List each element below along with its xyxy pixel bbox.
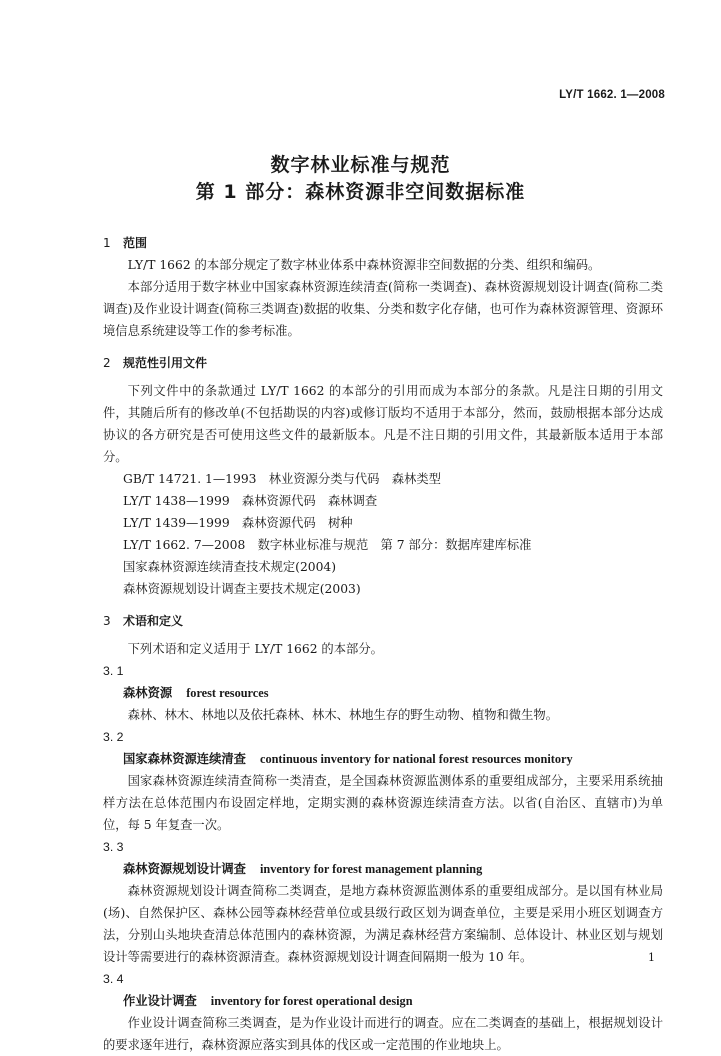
- term-en: forest resources: [186, 686, 269, 700]
- paragraph: 本部分适用于数字林业中国家森林资源连续清查(简称一类调查)、森林资源规划设计调查(简称二类调查)及作业设计调查(简称三类调查)数据的收集、分类和数字化存储，也可作为森林资源管理、资源环境信息系统建设等工作的参考标准。: [103, 280, 663, 338]
- term-number: 3. 3: [103, 840, 124, 854]
- term-number: 3. 2: [103, 730, 124, 744]
- paragraph: 下列文件中的条款通过 LY/T 1662 的本部分的引用而成为本部分的条款。凡是注日期的引用文件，其随后所有的修改单(不包括勘误的内容)或修订版均不适用于本部分，然而，鼓励根据本部分达成协议的各方研究是否可使用这些文件的最新版本。凡是不注日期的引用文件，其最新版本适用于本部分。: [103, 384, 663, 464]
- term-definition: 森林资源规划设计调查简称二类调查，是地方森林资源监测体系的重要组成部分。是以国有林业局(场)、自然保护区、森林公园等森林经营单位或县级行政区划为调查单位，主要是采用小班区划调查方法，分别山头地块查清总体范围内的森林资源，为满足森林经营方案编制、总体设计、林业区划与规划设计等需要进行的森林资源清查。森林资源规划设计调查间隔期一般为 10 年。: [103, 884, 663, 964]
- term-en: continuous inventory for national forest resources monitory: [259, 752, 573, 766]
- term-en: inventory for forest management planning: [259, 862, 483, 876]
- term-definition: 森林、林木、林地以及依托森林、林木、林地生存的野生动物、植物和微生物。: [127, 708, 558, 722]
- term-definition: 国家森林资源连续清查简称一类清查，是全国森林资源监测体系的重要组成部分，主要采用系统抽样方法在总体范围内布设固定样地，定期实测的森林资源连续清查方法。以省(自治区、直辖市)为单位，每 5 年复查一次。: [103, 774, 663, 832]
- section-title: 术语和定义: [123, 614, 184, 628]
- reference-item: LY/T 1439—1999 森林资源代码 树种: [123, 516, 353, 530]
- section-number: 2: [103, 356, 111, 370]
- reference-item: 国家森林资源连续清查技术规定(2004): [123, 560, 337, 574]
- section-title: 范围: [123, 236, 148, 250]
- document-subtitle: 第 1 部分：森林资源非空间数据标准: [195, 181, 526, 203]
- term-title: [103, 682, 663, 704]
- term-definition: 作业设计调查简称三类调查，是为作业设计而进行的调查。应在二类调查的基础上，根据规划设计的要求逐年进行，森林资源应落实到具体的伐区或一定范围的作业地块上。: [103, 1016, 663, 1052]
- section-number: 3: [103, 614, 111, 628]
- term-title: [103, 748, 663, 770]
- term-number: 3. 1: [103, 664, 124, 678]
- document-body: [103, 232, 663, 1056]
- paragraph: LY/T 1662 的本部分规定了数字林业体系中森林资源非空间数据的分类、组织和编码。: [127, 258, 601, 272]
- section-heading-terms: [103, 610, 663, 632]
- document-title: 数字林业标准与规范: [270, 154, 451, 176]
- section-number: 1: [103, 236, 111, 250]
- section-heading-normative-references: [103, 352, 663, 374]
- term-zh: 作业设计调查: [123, 994, 197, 1008]
- section-heading-scope: [103, 232, 663, 254]
- reference-item: LY/T 1438—1999 森林资源代码 森林调查: [123, 494, 378, 508]
- term-zh: 国家森林资源连续清查: [123, 752, 246, 766]
- term-number: 3. 4: [103, 972, 124, 986]
- term-zh: 森林资源规划设计调查: [123, 862, 246, 876]
- section-title: 规范性引用文件: [123, 356, 208, 370]
- reference-item: 森林资源规划设计调查主要技术规定(2003): [123, 582, 361, 596]
- term-en: inventory for forest operational design: [210, 994, 413, 1008]
- reference-item: LY/T 1662. 7—2008 数字林业标准与规范 第 7 部分：数据库建库标准: [123, 538, 532, 552]
- term-zh: 森林资源: [123, 686, 173, 700]
- term-title: [103, 858, 663, 880]
- document-code: LY/T 1662. 1—2008: [559, 89, 665, 101]
- term-title: [103, 990, 663, 1012]
- paragraph: 下列术语和定义适用于 LY/T 1662 的本部分。: [127, 642, 383, 656]
- page-number: 1: [648, 951, 655, 964]
- reference-item: GB/T 14721. 1—1993 林业资源分类与代码 森林类型: [123, 472, 441, 486]
